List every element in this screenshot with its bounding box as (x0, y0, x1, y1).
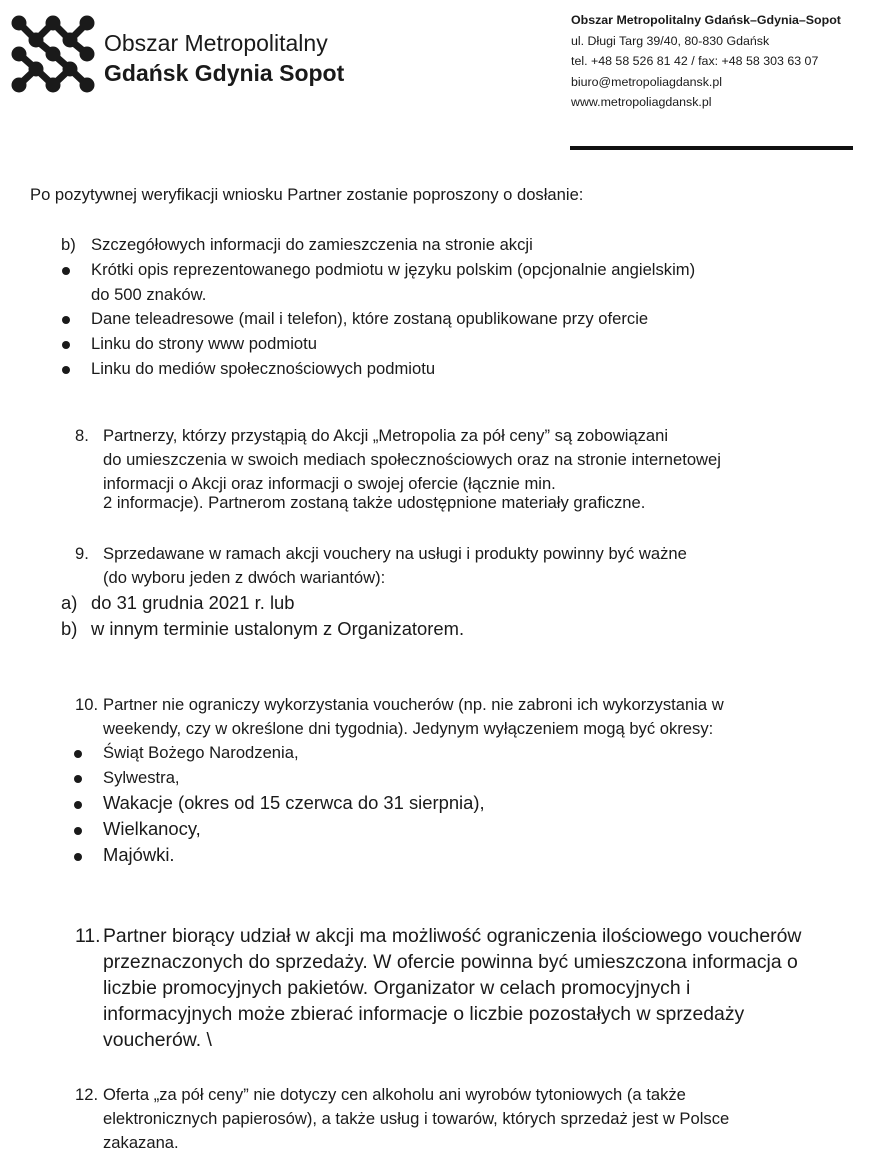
item-number: 9. (75, 544, 89, 563)
bullet-text: Wakacje (okres od 15 czerwca do 31 sierpnia), (103, 792, 485, 813)
item10-line: Partner nie ograniczy wykorzystania voucherów (np. nie zabroni ich wykorzystania w (103, 695, 724, 714)
org-name-line1: Obszar Metropolitalny (104, 30, 328, 56)
org-name-line2: Gdańsk Gdynia Sopot (104, 60, 345, 86)
address-org: Obszar Metropolitalny Gdańsk–Gdynia–Sopot (571, 13, 841, 27)
bullet-icon (74, 801, 82, 809)
org-name (104, 28, 344, 88)
bullet-text: Świąt Bożego Narodzenia, (103, 743, 299, 762)
bullet-text: Wielkanocy, (103, 818, 201, 839)
list-item-text: Szczegółowych informacji do zamieszczenia na stronie akcji (91, 235, 533, 254)
item8-line: Partnerzy, którzy przystąpią do Akcji „Metropolia za pół ceny” są zobowiązani (103, 426, 669, 445)
bullet-text: Dane teleadresowe (mail i telefon), które zostaną opublikowane przy ofercie (91, 309, 649, 328)
list-marker: a) (61, 592, 78, 613)
option-text: w innym terminie ustalonym z Organizatorem. (91, 618, 465, 639)
item11-line: liczbie promocyjnych pakietów. Organizator w celach promocyjnych i (103, 977, 691, 999)
bullet-icon (62, 341, 70, 349)
item11-line: przeznaczonych do sprzedaży. W ofercie powinna być umieszczona informacja o (103, 951, 798, 973)
item-number: 10. (75, 695, 99, 714)
bullet-text-cont: do 500 znaków. (91, 285, 207, 304)
item-number: 11. (75, 925, 101, 947)
item12-line: elektronicznych papierosów), a także usług i towarów, których sprzedaż jest w Polsce (103, 1109, 730, 1128)
item9-line: (do wyboru jeden z dwóch wariantów): (103, 568, 386, 587)
bullet-icon (62, 316, 70, 324)
address-phone: tel. +48 58 526 81 42 / fax: +48 58 303 63 07 (571, 54, 819, 68)
intro-text: Po pozytywnej weryfikacji wniosku Partner zostanie poproszony o dosłanie: (30, 185, 584, 204)
address-block (571, 10, 841, 113)
item11-line: informacyjnych może zbierać informacje o liczbie pozostałych w sprzedaży (103, 1003, 745, 1025)
bullet-text: Krótki opis reprezentowanego podmiotu w języku polskim (opcjonalnie angielskim) (91, 260, 696, 279)
bullet-text: Majówki. (103, 844, 175, 865)
header-rule (570, 146, 853, 150)
item11-line: Partner biorący udział w akcji ma możliwość ograniczenia ilościowego voucherów (103, 925, 802, 947)
list-marker: b) (61, 235, 76, 254)
address-website: www.metropoliagdansk.pl (571, 95, 712, 109)
bullet-icon (74, 827, 82, 835)
address-email: biuro@metropoliagdansk.pl (571, 74, 723, 89)
bullet-text: Sylwestra, (103, 768, 180, 787)
item9-line: Sprzedawane w ramach akcji vouchery na usługi i produkty powinny być ważne (103, 544, 687, 563)
metropolis-dots-logo-icon (10, 14, 96, 94)
address-street: ul. Długi Targ 39/40, 80-830 Gdańsk (571, 33, 770, 48)
bullet-icon (74, 750, 82, 758)
bullet-icon (62, 366, 70, 374)
bullet-text: Linku do strony www podmiotu (91, 334, 317, 353)
item-number: 8. (75, 426, 89, 445)
item8-line: 2 informacje). Partnerom zostaną także udostępnione materiały graficzne. (103, 493, 646, 512)
bullet-icon (62, 267, 70, 275)
item8-line: informacji o Akcji oraz informacji o swojej ofercie (łącznie min. (103, 474, 556, 493)
item10-line: weekendy, czy w określone dni tygodnia). Jedynym wyłączeniem mogą być okresy: (103, 719, 714, 738)
list-marker: b) (61, 618, 78, 639)
item-number: 12. (75, 1085, 99, 1104)
item11-line: voucherów. \ (103, 1029, 212, 1051)
bullet-icon (74, 853, 82, 861)
bullet-text: Linku do mediów społecznościowych podmiotu (91, 359, 436, 378)
option-text: do 31 grudnia 2021 r. lub (91, 592, 295, 613)
item12-line: Oferta „za pół ceny” nie dotyczy cen alkoholu ani wyrobów tytoniowych (a także (103, 1085, 686, 1104)
item12-line: zakazana. (103, 1133, 179, 1152)
bullet-icon (74, 775, 82, 783)
item8-line: do umieszczenia w swoich mediach społecznościowych oraz na stronie internetowej (103, 450, 721, 469)
